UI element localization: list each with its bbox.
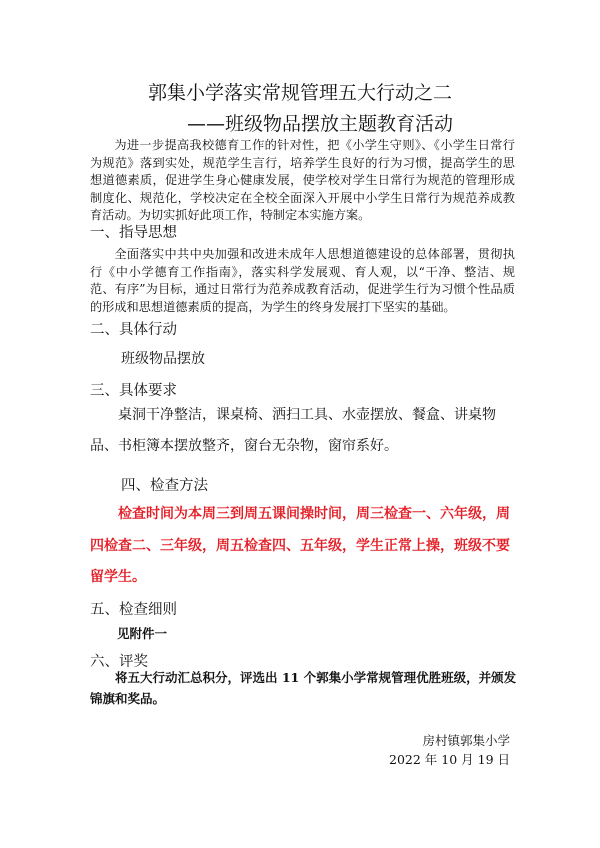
section-details-heading: 五、检查细则 bbox=[90, 602, 177, 618]
section-guide-text: 全面落实中共中央加强和改进未成年人思想道德建设的总体部署，贯彻执行《中小学德育工作指南》，落实科学发展观、育人观，以“干净、整洁、规范、有序”为目标，通过日常行为范养成教育活动，促进学生行为习惯个性品质的形成和思想道德素质的提高，为学生的终身发展打下坚实的基础。 bbox=[90, 247, 515, 314]
section-inspection-text: 检查时间为本周三到周五课间操时间，周三检查一、六年级，周四检查二、三年级，周五检查四、五年级，学生正常上操，班级不要留学生。 bbox=[90, 506, 510, 585]
intro-paragraph: 为进一步提高我校德育工作的针对性，把《小学生守则》、《小学生日常行为规范》落到实处，规范学生言行，培养学生良好的行为习惯，提高学生的思想道德素质，促进学生身心健康发展，使学校对学生日常行为规范的管理形成制度化、规范化，学校决定在全校全面深入开展中小学生日常行为规范养成教育活动。为切实抓好此项工作，特制定本实施方案。 bbox=[90, 138, 515, 222]
signature-org: 房村镇郭集小学 bbox=[422, 733, 510, 748]
section-action-text: 班级物品摆放 bbox=[121, 351, 205, 367]
section-requirements-text: 桌洞干净整洁，课桌椅、洒扫工具、水壶摆放、餐盒、讲桌物品、书柜簿本摆放整齐，窗台无杂物，窗帘系好。 bbox=[90, 407, 496, 454]
section-details-text: 见附件一 bbox=[117, 626, 168, 641]
section-guide-heading: 一、指导思想 bbox=[90, 225, 177, 241]
document-subtitle: ——班级物品摆放主题教育活动 bbox=[186, 113, 453, 135]
signature-date: 2022 年 10 月 19 日 bbox=[389, 752, 510, 767]
section-requirements-heading: 三、具体要求 bbox=[90, 383, 177, 399]
section-award-text: 将五大行动汇总积分，评选出 11 个郭集小学常规管理优胜班级，并颁发锦旗和奖品。 bbox=[90, 670, 517, 706]
section-inspection-heading: 四、检查方法 bbox=[121, 478, 208, 494]
section-award-heading: 六、评奖 bbox=[90, 654, 148, 670]
section-action-heading: 二、具体行动 bbox=[90, 322, 177, 338]
document-title: 郭集小学落实常规管理五大行动之二 bbox=[147, 82, 452, 104]
